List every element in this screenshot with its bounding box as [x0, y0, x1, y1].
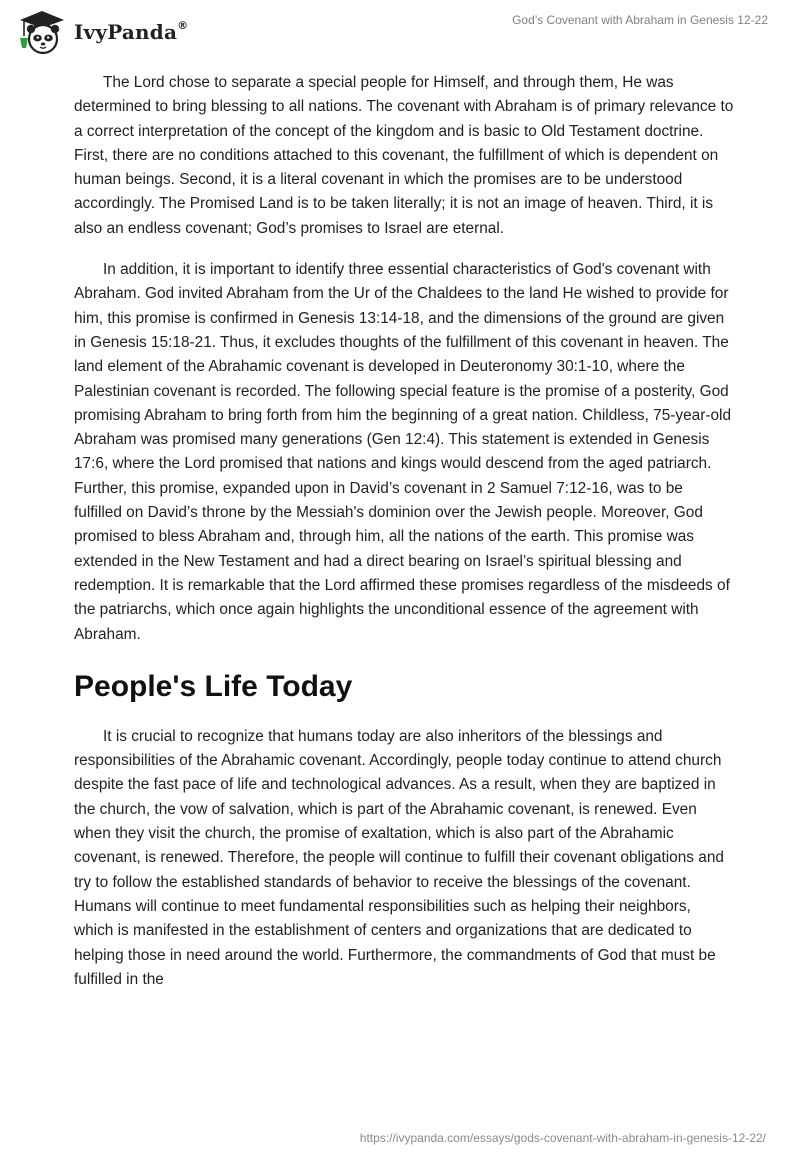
essay-content: [74, 71, 734, 992]
page-header: [0, 0, 800, 60]
brand-name: IvyPanda®: [74, 19, 189, 44]
section-heading: People's Life Today: [74, 669, 353, 703]
paragraph-people-today: It is crucial to recognize that humans today are also inheritors of the blessings and responsibilities of the Abrahamic covenant. Accordingly, people today continue to attend church despite the fast pace of life and technological advances. As a result, when they are baptized in the church, the vow of salvation, which is part of the Abrahamic covenant, is renewed. Even when they visit the church, the promise of exaltation, which is also part of the Abrahamic covenant, is renewed. Therefore, the people will continue to fulfill their covenant obligations and try to follow the established standards of behavior to receive the blessings of the covenant. Humans will continue to meet fundamental responsibilities such as helping their neighbors, which is manifested in the establishment of centers and organizations that are dedicated to helping those in need around the world. Furthermore, the commandments of God that must be fulfilled in the: [74, 727, 724, 988]
panda-graduate-icon: [14, 8, 70, 56]
document-title: God’s Covenant with Abraham in Genesis 12-22: [512, 13, 768, 27]
footer-url-link[interactable]: https://ivypanda.com/essays/gods-covenant-with-abraham-in-genesis-12-22/: [359, 1131, 766, 1145]
brand-logo[interactable]: [14, 8, 188, 56]
paragraph-covenant-characteristics: In addition, it is important to identify three essential characteristics of God's covenant with Abraham. God invited Abraham from the Ur of the Chaldees to the land He wished to provide for him, this promise is confirmed in Genesis 13:14-18, and the dimensions of the ground are given in Genesis 15:18-21. Thus, it excludes thoughts of the fulfillment of this covenant in heaven. The land element of the Abrahamic covenant is developed in Deuteronomy 30:1-10, where the Palestinian covenant is recorded. The following special feature is the promise of a posterity, God promising Abraham to bring forth from him the beginning of a great nation. Childless, 75-year-old Abraham was promised many generations (Gen 12:4). This statement is extended in Genesis 17:6, where the Lord promised that nations and kings would descend from the aged patriarch. Further, this promise, expanded upon in David’s covenant in 2 Samuel 7:12-16, was to be fulfilled on David’s throne by the Messiah's dominion over the Jewish people. Moreover, God promised to bless Abraham and, through him, all the nations of the earth. This promise was extended in the New Testament and had a direct bearing on Israel’s spiritual blessing and redemption. It is remarkable that the Lord affirmed these promises regardless of the misdeeds of the patriarchs, which once again highlights the unconditional essence of the agreement with Abraham.: [74, 261, 732, 643]
paragraph-covenant-intro: The Lord chose to separate a special people for Himself, and through them, He was determined to bring blessing to all nations. The covenant with Abraham is of primary relevance to a correct interpretation of the concept of the kingdom and is basic to Old Testament doctrine. First, there are no conditions attached to this covenant, the fulfillment of which is dependent on human beings. Second, it is a literal covenant in which the promises are to be understood accordingly. The Promised Land is to be taken literally; it is not an image of heaven. Third, it is also an endless covenant; God’s promises to Israel are eternal.: [74, 74, 734, 237]
registered-mark: ®: [177, 19, 189, 33]
